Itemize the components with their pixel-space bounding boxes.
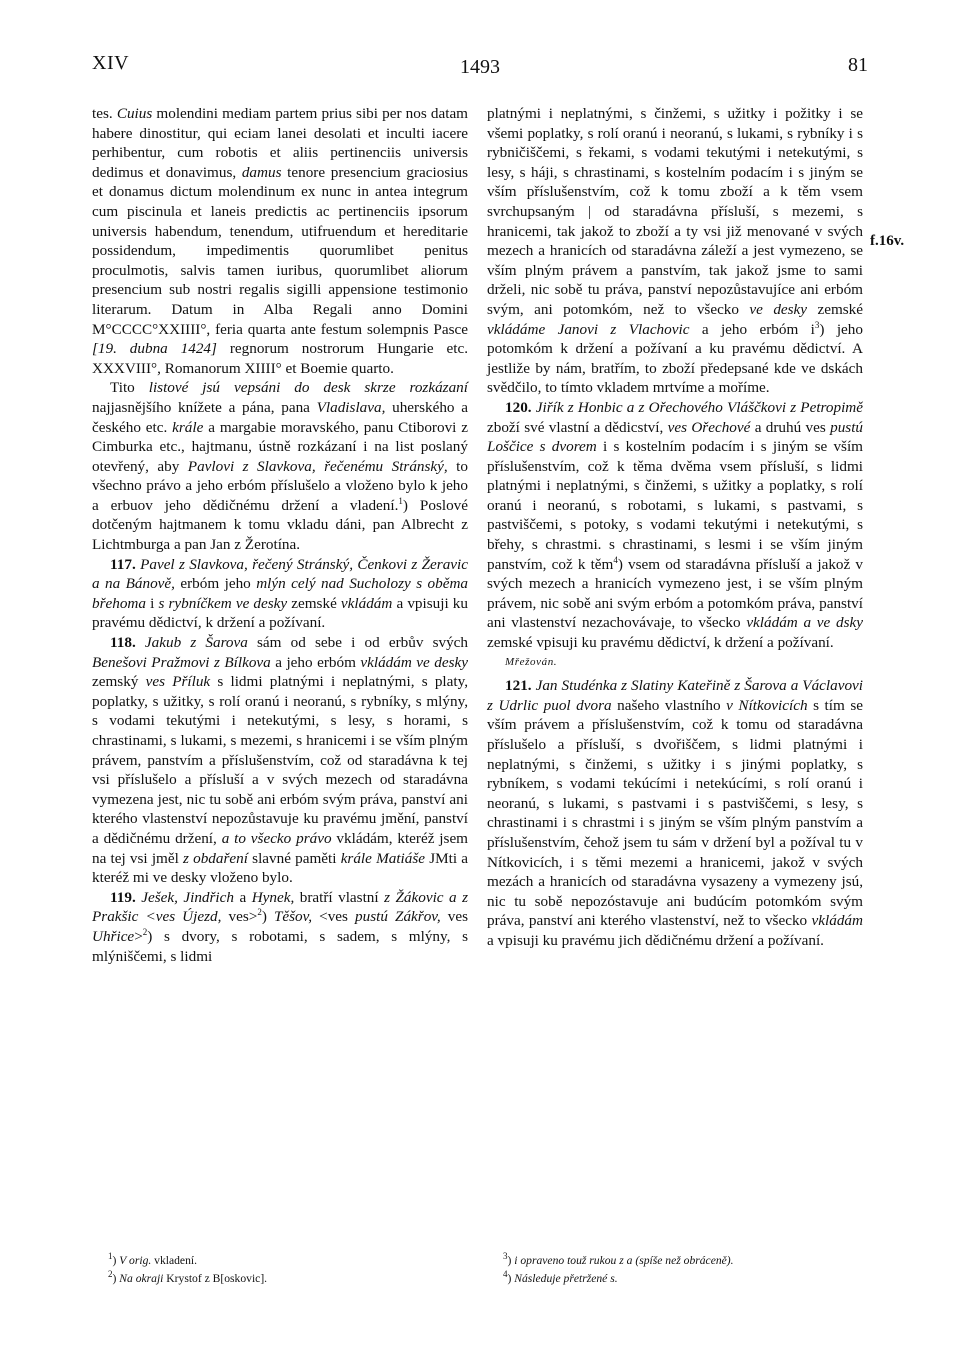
folio-margin-note: f.16v. [870,233,905,249]
footnote-ref: 1 [398,495,403,506]
footnotes-left [108,1252,448,1288]
entry-number: 121. [505,677,532,695]
entry-121: 121. Jan Studénka z Slatiny Kateřině z Šarova a Václavovi z Udrlic puol dvora našeho vlastního v Nítkovicích s tím se vším právem a příslušenstvím, což k tomu od staradávna příslušelo a přísluší, s dvořiščem, s lidmi platnými i neplatnými, s činžemi, s užitky i s jinými poplatky, s rybníkem, s vodami tekúcími i netekúcími, s rolí oranú i neoranú, s lukami, s pastvami i s pastviščemi, s lesy, s chrastinami i s chrastmi i s jiným se vším plným panstvím a příslušenstvím, čehož jsem tu sám v držení byl a požíval tu v Nítkovicích, i s těmi mezemi a hranicemi, jakož v svých mezách a hranicích od staradávna vysazeny a vymezeny jsú, nic tu sobě nepozóstavuje ani budúcím potomkóm svým práva, panství ani kterého vlastenství, než to všecko vkládám a vpisuji ku pravému jich dědičnému držení a požívaní. [487,677,864,949]
footnote-4: $^4$) Následuje přetržené s. [503,1269,618,1285]
registration-note: Tito listové jsú vepsáni do desk skrze rozkázaní najjasnějšího knížete a pána, pana Vladislava, uherského a českého etc. krále a margabie moravského, panu Ctiborovi z Cimburka etc., hajtmanu, ústně rozkázaní i na list poslaný otevřený, aby Pavlovi z Slavkova, řečenému Stránský, to všechno právo a jeho erbóm příslušelo a vloženo bylo k jeho a erbuov jeho dědičnému držení a vladení.$^1$) Poslové dotčeným hajtmanem k tomu vkladu dáni, pan Albrecht z Lichtmburga a pan Jan z Žerotína. [92,379,468,554]
entry-117: 117. Pavel z Slavkova, řečený Stránský, Čenkovi z Žeravic a na Bánově, erbóm jeho mlýn celý nad Sucholozy s oběma břehoma i s rybníčkem ve desky zemské vkládám a vpisuji ku pravému dědictví, k držení a požívaní. [92,555,469,632]
entry-118: 118. Jakub z Šarova sám od sebe i od erbův svých Benešovi Pražmovi z Bílkova a jeho erbóm vkládám ve desky zemský ves Příluk s lidmi platnými i neplatnými, s platy, poplatky, s užitky, s rolí oranú i neoranú, s rybníky, s mlýny, s vodami tekutými i netekutými, s lesy, s horami, s chrastinami, s lukami, s mezemi, s hranicemi i se vším plným právem, panstvím a příslušenstvím, což od staradávna k tej vsi příslušelo a přísluší a v svých mezech od staradávna vymezena jest, nic tu sobě ani erbóm svým práva, panství ani kterého vlastenství nepozůstavuje ku pravému jmění, panství a dědičnému držení, a to všecko právo vkládám, kteréž jsem na tej vsi jměl z obdaření slavné paměti krále Matiáše JMti a kteréž mi ve desky vloženo bylo. [92,634,468,887]
entry-119: 119. Ješek, Jindřich a Hynek, bratří vlastní z Žákovic a z Prakšic <ves Újezd, ves>$^2$) Těšov, <ves pustú Zákřov, ves Uhřice>$^2$) s dvory, s robotami, s sadem, s mlýny, s mlýniščemi, s lidmi [92,888,469,965]
scribe-signature: Mřežován. [505,655,558,668]
entry-number: 120. [505,398,532,416]
entry-number: 117. [110,555,136,573]
page-header [92,52,868,92]
footnote-ref: 2 [257,907,262,918]
footnote-ref: 3 [814,319,820,330]
entry-120: 120. Jiřík z Honbic a z Ořechového Vláščkovi z Petropimě zboží své vlastní a dědicství, ves Ořechové a druhú ves pustú Loščice s dvorem i s kostelním podacím i s jiným se vším příslušenstvím, což k těma dvěma vsem přísluší, s lidmi platnými i neplatnými, s činžemi, s užitky a poplatky, s rolí oranú i neoranú, s robotami, s lukami, s pastvami, s pastviščemi, s potoky, s vodami tekutými i netekutými, s břehy, s chrastmi. s chrastinami, s lesmi i se vším jiným panstvím, což k těm$^4$) vsem od staradávna přísluší a jakož v svých mezech a hranicích vymezeno jest, i se vším plným právem, nic sobě ani svým erbóm a potomkóm práva, panství ani vlastenství nezachovávaje, to všecko vkládám a ve dsky zemské vpisuji ku pravému dědictví, k držení a požívaní. [487,398,864,652]
footnotes-right [503,1252,863,1288]
footnote-ref: 2 [142,926,148,937]
year-heading: 1493 [460,56,500,78]
volume-number: XIV [92,52,130,74]
footnote-1: $^1$) V orig. vkladení. [108,1251,197,1267]
entry-119-continuation: platnými i neplatnými, s činžemi, s užitky i požitky i se všemi poplatky, s rolí oranú i neoranú, s lukami, s rybníky i s rybničiščemi, s řekami, s vodami tekutými i netekutými, s lesy, s háji, s chrastinami, s kostelním podacím i s jiným se vším příslušenstvím, což k tomu zboží a k těm vsem svrchupsaným | od staradávna přísluší, s mezemi, s hranicemi, tak jakož to zboží a ty vsi již menované v svých mezech a hranicích od staradávna záleží a jest vymezeno, se vším plným právem a panstvím, tak jakož jsme to sami drželi, nic sobě tu práva, panství nepozůstavujíce ani erbóm svým, ani potomkóm, než to všecko ve desky zemské vkládáme Janovi z Vlachovic a jeho erbóm $i^3$) jeho potomkóm k držení a požívaní a ku pravému dědictví. A jestliže by nám, bratřím, to zboží předepsané kde ve dskách svědčilo, to tímto vkladem mrtvíme a moříme. [487,105,863,397]
page-number: 81 [848,54,868,76]
left-column [92,104,468,966]
latin-continuation: tes. Cuius molendini mediam partem prius sibi per nos datam habere dinostitur, qui eciam lanei desolati et inculti iacere perhibentur, cum robotis et aliis pertinenciis universis dedimus et donavimus, damus tenore presencium graciosius et donamus dictum molendinum ex nunc in antea integrum cum piscinula et laneis predictis ac pertinenciis ipsorum universis habendum, tenendum, utifruendum et hereditarie possidendum, impedimentis quorumlibet penitus proculmotis, salvis tamen iuribus, quorumlibet aliorum presencium sub nostri regalis sigilli appensione testimonio literarum. Datum in Alba Regali anno Domini M°CCCC°XXIIII°, feria quarta ante festum solempnis Pasce [19. dubna 1424] regnorum nostrorum Hungarie etc. XXXVIII°, Romanorum XIIII° et Boemie quarto. [92,105,468,377]
right-column [487,104,863,951]
footnote-3: $^3$) i opraveno touž rukou z a (spíše než obráceně). [503,1251,734,1267]
entry-number: 119. [110,888,136,906]
entry-number: 118. [110,634,136,652]
footnote-ref: 4 [613,554,618,565]
footnote-2: $^2$) Na okraji Krystof z B[oskovic]. [108,1269,268,1285]
